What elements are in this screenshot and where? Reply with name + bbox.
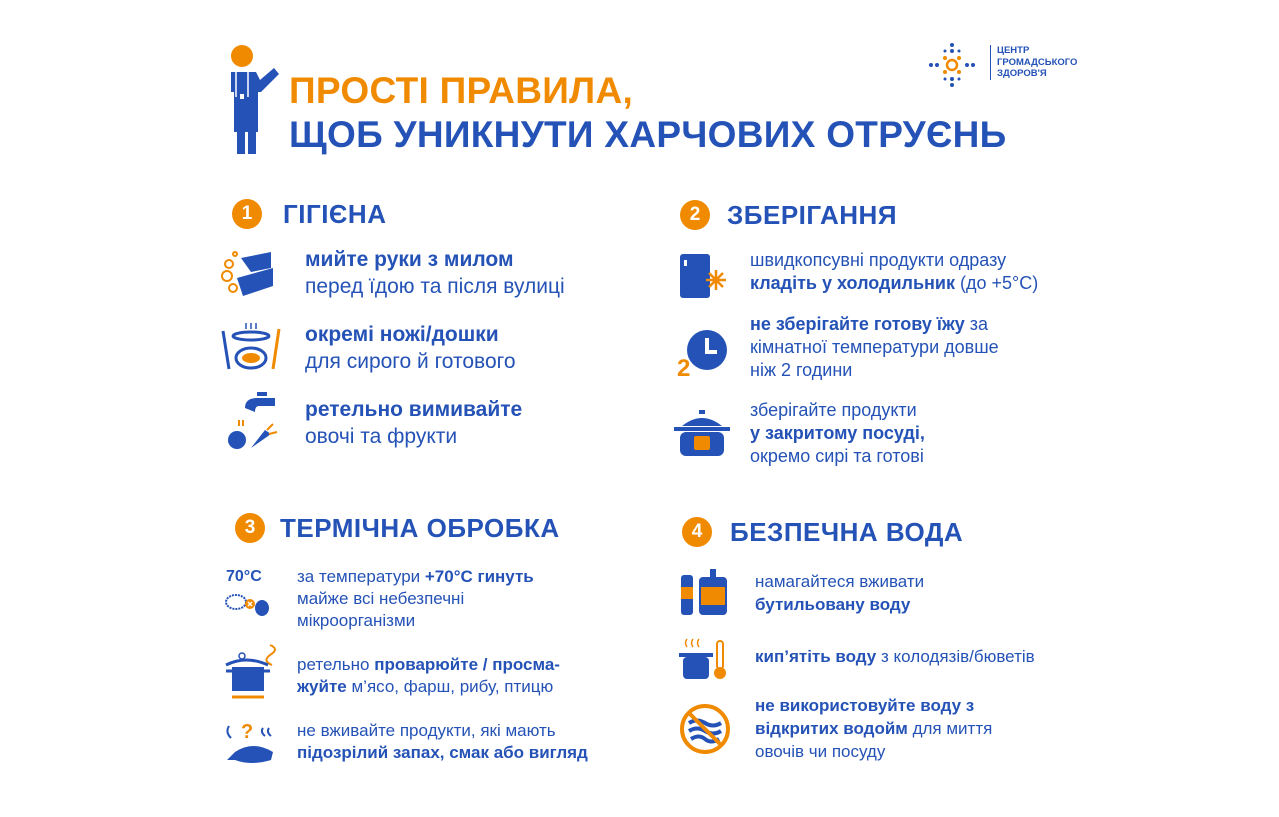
section-number: 1 [232, 199, 262, 229]
logo-line: ГРОМАДСЬКОГО [997, 56, 1078, 68]
cooking-pot-icon [222, 643, 282, 701]
rule-text-bold: кладіть у холодильник [750, 273, 955, 293]
rule-item [305, 396, 522, 450]
rule-text-bold: кип’ятіть воду [755, 647, 877, 666]
rule-text: з колодязів/бюветів [876, 647, 1035, 666]
rule-line [750, 359, 999, 382]
rule-text: для миття [907, 719, 993, 738]
rule-text: овочів чи посуду [755, 742, 886, 761]
rule-line [755, 694, 992, 717]
rule-line [755, 593, 924, 616]
svg-text:?: ? [241, 721, 254, 743]
rule-text: окремо сирі та готові [750, 446, 924, 466]
title-line-1: ПРОСТІ ПРАВИЛА, [289, 70, 634, 111]
rule-text-bold: не використовуйте воду з [755, 696, 975, 715]
rule-text: м’ясо, фарш, рибу, птицю [346, 677, 554, 696]
rule-text-bold: окремі ножі/дошки [305, 323, 499, 346]
rule-line [305, 348, 516, 375]
fridge-snowflake-icon [678, 252, 728, 302]
rule-text: швидкопсувні продукти одразу [750, 250, 1007, 270]
rule-item [750, 313, 999, 382]
rule-line [750, 313, 999, 336]
bottled-water-icon [677, 569, 729, 617]
section-title: ГІГІЄНА [283, 199, 387, 229]
rule-text: мікроорганізми [297, 611, 416, 630]
section-number: 2 [680, 200, 710, 230]
rule-text: ніж 2 години [750, 360, 853, 380]
rule-text: за [964, 314, 989, 334]
title-line-2: ЩОБ УНИКНУТИ ХАРЧОВИХ ОТРУЄНЬ [289, 114, 1007, 155]
rule-text: за температури [297, 567, 425, 586]
rule-line [750, 336, 999, 359]
rule-text: не вживайте продукти, які мають [297, 721, 556, 740]
rule-item [305, 246, 565, 300]
logo-mark-icon [928, 42, 976, 88]
rule-line [305, 246, 565, 273]
rule-line [297, 720, 588, 742]
rule-item [305, 321, 516, 375]
section-title: БЕЗПЕЧНА ВОДА [730, 517, 964, 547]
rule-text: кімнатної температури довше [750, 337, 999, 357]
rule-line [297, 610, 534, 632]
rule-line [755, 645, 1035, 668]
rule-text-bold: бутильовану воду [755, 595, 911, 614]
rule-text: (до +5°С) [955, 273, 1039, 293]
section-number: 4 [682, 517, 712, 547]
svg-text:2: 2 [677, 355, 691, 378]
rule-line [297, 566, 534, 588]
rule-line [750, 445, 925, 468]
rule-text-bold: проварюйте / просма- [374, 655, 560, 674]
rule-text: для сирого й готового [305, 350, 516, 373]
rule-line [750, 422, 925, 445]
rule-text-bold: у закритому посуді, [750, 423, 925, 443]
rule-line [297, 676, 560, 698]
temperature-label: 70°C [226, 568, 262, 585]
logo-line: ЦЕНТР [997, 45, 1030, 56]
doctor-figure-icon [218, 42, 280, 154]
rule-item [297, 720, 588, 764]
rule-text-bold: ретельно вимивайте [305, 398, 523, 421]
rule-line [297, 654, 560, 676]
bacteria-icon [224, 588, 274, 620]
clock-2-hours-icon [677, 326, 729, 378]
rule-text: зберігайте продукти [750, 400, 917, 420]
rule-line [755, 570, 924, 593]
rule-text-bold: не зберігайте готову їжу [750, 314, 965, 334]
rule-item [297, 566, 534, 632]
rule-item [755, 570, 924, 616]
rule-item [297, 654, 560, 698]
rule-line [305, 396, 522, 423]
logo-text [990, 45, 1077, 80]
closed-pot-icon [674, 410, 730, 462]
rule-text: овочі та фрукти [305, 425, 458, 448]
rule-text-bold: підозрілий запах, смак або вигляд [297, 743, 588, 762]
rule-line [750, 399, 925, 422]
rule-item [750, 249, 1038, 295]
smelly-fish-icon [225, 720, 277, 764]
rule-item [755, 645, 1035, 668]
no-open-water-icon [679, 703, 731, 755]
rule-text-bold: жуйте [297, 677, 347, 696]
rule-text: ретельно [297, 655, 375, 674]
rule-line [755, 717, 992, 740]
section-title: ЗБЕРІГАННЯ [727, 200, 898, 230]
rule-text-bold: мийте руки з милом [305, 248, 514, 271]
rule-item [750, 399, 925, 468]
rule-line [297, 742, 588, 764]
rule-line [305, 423, 522, 450]
rule-text-bold: +70°С гинуть [424, 567, 534, 586]
rule-line [750, 249, 1038, 272]
rule-item [755, 694, 992, 763]
rule-text: майже всі небезпечні [297, 589, 465, 608]
rule-text: намагайтеся вживати [755, 572, 925, 591]
boil-thermometer-icon [679, 637, 729, 681]
tap-vegetables-icon [225, 390, 279, 452]
section-number: 3 [235, 513, 265, 543]
section-title: ТЕРМІЧНА ОБРОБКА [280, 513, 560, 543]
rule-text-bold: відкритих водойм [755, 719, 908, 738]
rule-text: перед їдою та після вулиці [305, 275, 565, 298]
knife-fork-plates-icon [221, 321, 283, 373]
rule-line [297, 588, 534, 610]
rule-line [755, 740, 992, 763]
rule-line [305, 273, 565, 300]
rule-line [305, 321, 516, 348]
hand-washing-icon [219, 248, 277, 298]
rule-line [750, 272, 1038, 295]
logo-line: ЗДОРОВ'Я [997, 68, 1047, 79]
